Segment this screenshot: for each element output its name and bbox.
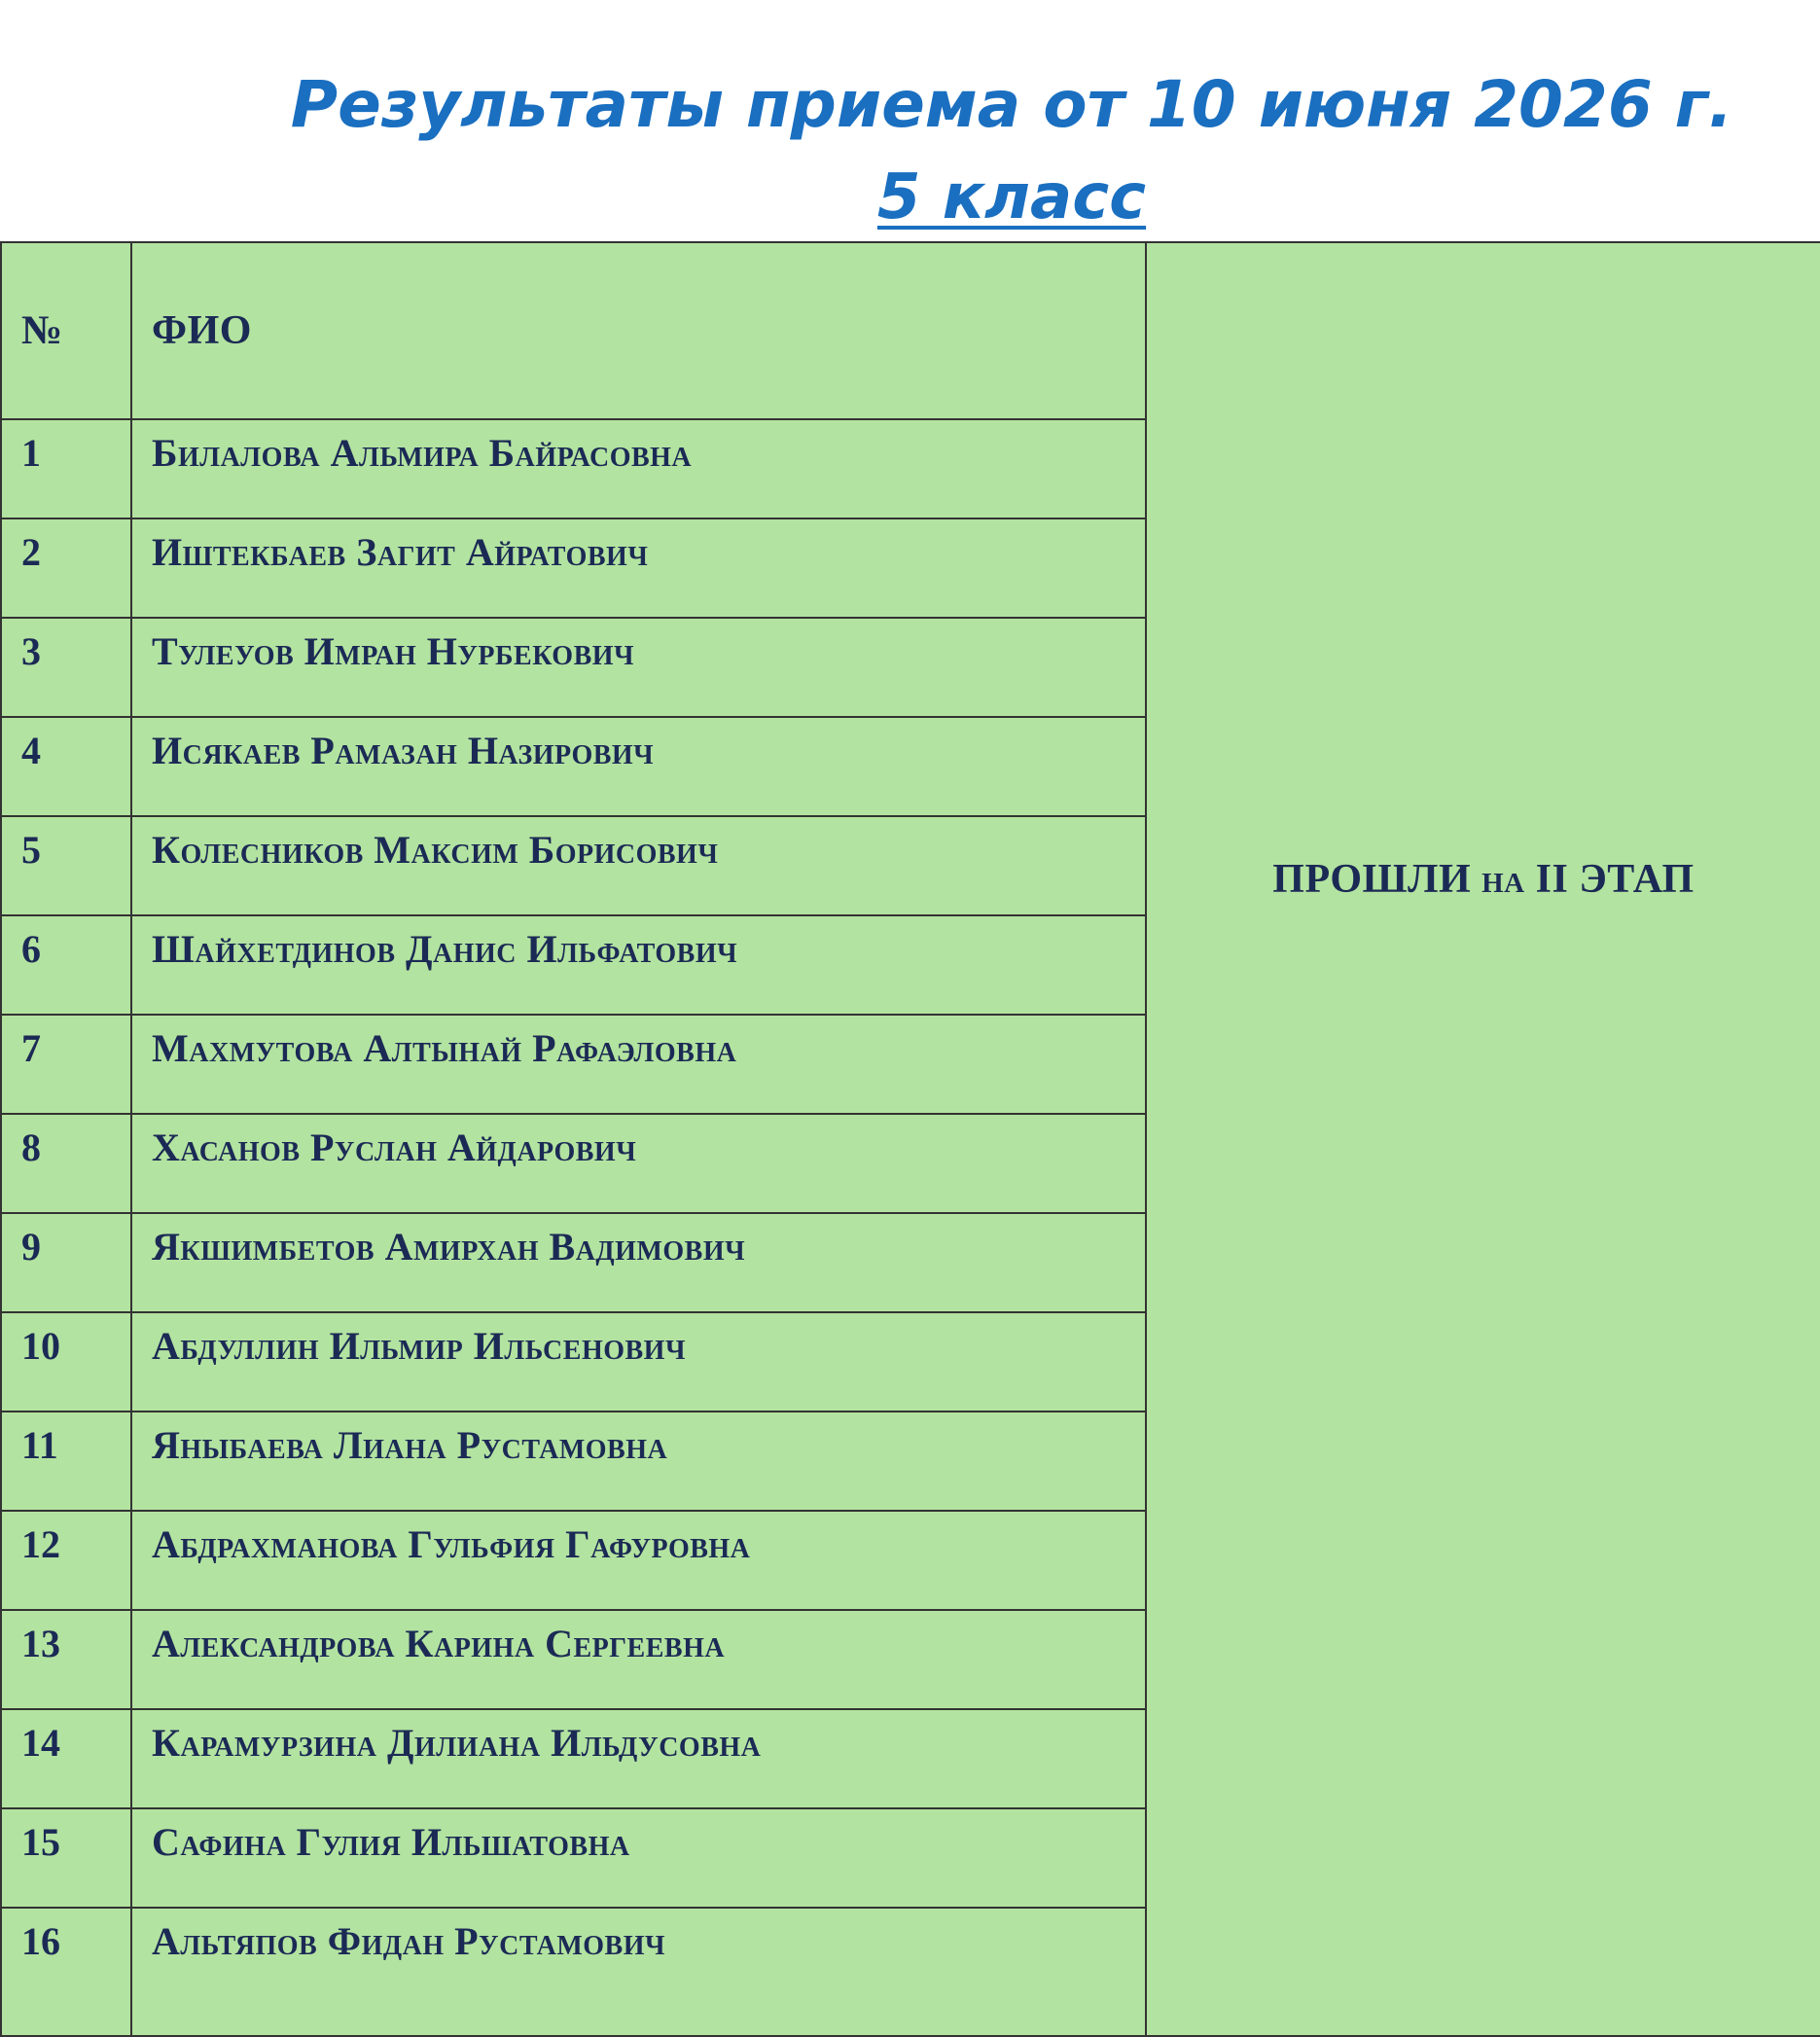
row-number: 11 [1,1412,131,1511]
row-number: 16 [1,1908,131,2036]
row-number: 12 [1,1511,131,1610]
table-header-row [1,242,1820,419]
student-name: Абдуллин Ильмир Ильсенович [131,1312,1146,1412]
student-name: Колесников Максим Борисович [131,816,1146,915]
student-name: Альтяпов Фидан Рустамович [131,1908,1146,2036]
student-name: Хасанов Руслан Айдарович [131,1114,1146,1213]
row-number: 5 [1,816,131,915]
student-name: Абдрахманова Гульфия Гафуровна [131,1511,1146,1610]
row-number: 4 [1,717,131,816]
row-number: 15 [1,1808,131,1908]
student-name: Билалова Альмира Байрасовна [131,419,1146,518]
row-number: 13 [1,1610,131,1709]
status-cell [1146,242,1820,2036]
status-label: ПРОШЛИ на II ЭТАП [1272,857,1695,902]
student-name: Исякаев Рамазан Назирович [131,717,1146,816]
column-header-fio: ФИО [131,242,1146,419]
row-number: 10 [1,1312,131,1412]
row-number: 14 [1,1709,131,1808]
student-name: Якшимбетов Амирхан Вадимович [131,1213,1146,1312]
document-header [0,0,1820,243]
class-subtitle: 5 класс [876,161,1147,233]
student-name: Иштекбаев Загит Айратович [131,518,1146,618]
student-name: Махмутова Алтынай Рафаэловна [131,1015,1146,1114]
row-number: 2 [1,518,131,618]
row-number: 3 [1,618,131,717]
column-header-number: № [1,242,131,419]
student-name: Сафина Гулия Ильшатовна [131,1808,1146,1908]
student-name: Шайхетдинов Данис Ильфатович [131,915,1146,1015]
row-number: 9 [1,1213,131,1312]
student-name: Яныбаева Лиана Рустамовна [131,1412,1146,1511]
student-name: Александрова Карина Сергеевна [131,1610,1146,1709]
student-name: Тулеуов Имран Нурбекович [131,618,1146,717]
results-table-container [0,241,1820,1963]
row-number: 7 [1,1015,131,1114]
row-number: 6 [1,915,131,1015]
results-table [0,241,1820,2037]
row-number: 8 [1,1114,131,1213]
page-title: Результаты приема от 10 июня 2026 г. [290,67,1733,142]
row-number: 1 [1,419,131,518]
student-name: Карамурзина Дилиана Ильдусовна [131,1709,1146,1808]
